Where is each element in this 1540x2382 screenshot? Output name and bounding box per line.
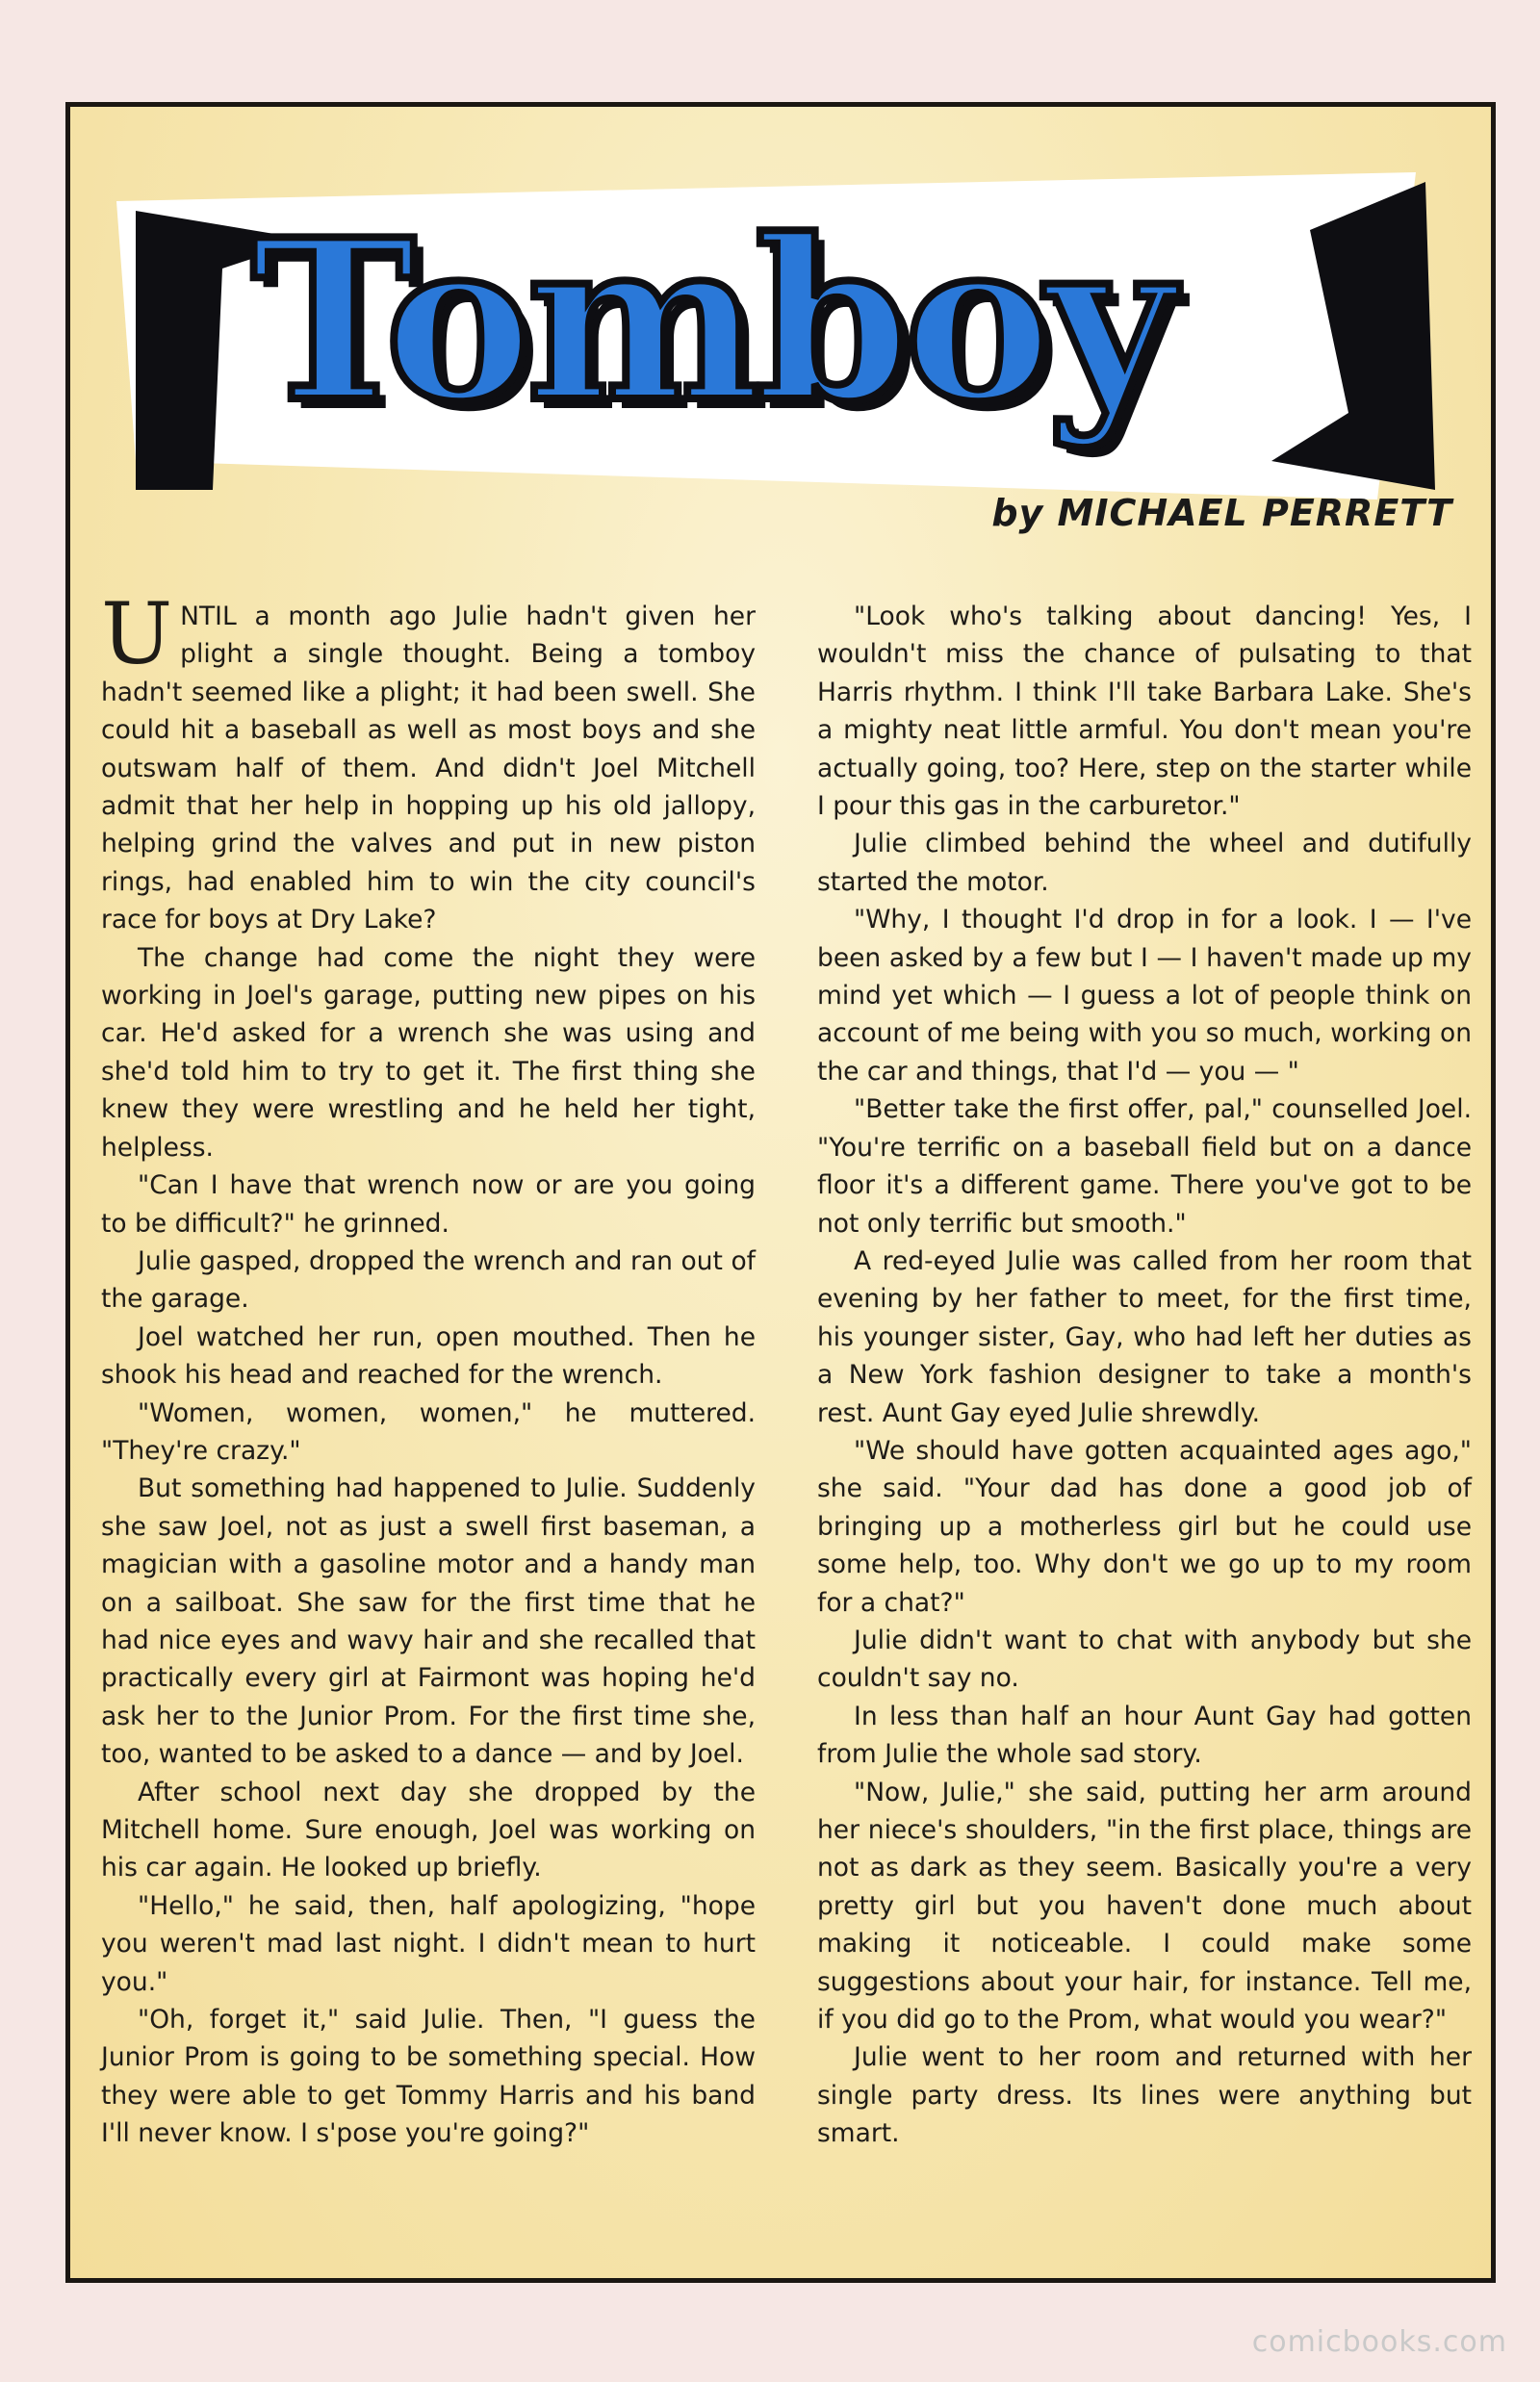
story-paragraph: "Why, I thought I'd drop in for a look. I — I've been asked by a few but I — I haven't made up my mind yet which — I guess a lot of people think on account of me being with you so much, working on the car and things, that I'd — you — " xyxy=(817,905,1472,1087)
story-paragraph: But something had happened to Julie. Suddenly she saw Joel, not as just a swell first baseman, a magician with a gasoline motor and a handy man on a sailboat. She saw for the first time that he had nice eyes and wavy hair and she recalled that practically every girl at Fairmont was hoping he'd ask her to the Junior Prom. For the first time she, too, wanted to be asked to a dance — and by Joel. xyxy=(101,1473,756,1770)
title-banner xyxy=(107,172,1445,528)
story-paragraph: "Can I have that wrench now or are you going to be difficult?" he grinned. xyxy=(101,1170,756,1239)
story-paragraph: The change had come the night they were working in Joel's garage, putting new pipes on his car. He'd asked for a wrench she was using and she'd told him to try to get it. The first thing she knew they were wrestling and he held her tight, helpless. xyxy=(101,942,756,1163)
story-title: Tomboy xyxy=(251,192,1169,451)
story-paragraph: Julie gasped, dropped the wrench and ran out of the garage. xyxy=(101,1245,756,1315)
text-column-left xyxy=(101,584,756,2292)
story-paragraph: "Oh, forget it," said Julie. Then, "I guess the Junior Prom is going to be something special. How they were able to get Tommy Harris and his band I'll never know. I s'pose you're going?" xyxy=(101,2005,756,2149)
story-paragraph: UNTIL a month ago Julie hadn't given her plight a single thought. Being a tomboy hadn't seemed like a plight; it had been swell. She could hit a baseball as well as most boys and she outswam half of them. And didn't Joel Mitchell admit that her help in hopping up his old jallopy, helping grind the valves and put in new piston rings, had enabled him to win the city council's race for boys at Dry Lake? xyxy=(101,584,756,935)
story-paragraph: Joel watched her run, open mouthed. Then he shook his head and reached for the wrench. xyxy=(101,1321,756,1391)
author-byline: by MICHAEL PERRETT xyxy=(991,492,1452,534)
story-body xyxy=(101,584,1472,2292)
drop-cap: U xyxy=(101,584,173,683)
text-column-right xyxy=(817,598,1472,2292)
story-paragraph: "Hello," he said, then, half apologizing, "hope you weren't mad last night. I didn't mean to hurt you." xyxy=(101,1890,756,1997)
story-paragraph: Julie didn't want to chat with anybody but she couldn't say no. xyxy=(817,1625,1472,1694)
story-paragraph: "Women, women, women," he muttered. "They're crazy." xyxy=(101,1397,756,1466)
story-paragraph: "Look who's talking about dancing! Yes, I wouldn't miss the chance of pulsating to that Harris rhythm. I think I'll take Barbara Lake. She's a mighty neat little armful. You don't mean you're actually going, too? Here, step on the starter while I pour this gas in the carburetor." xyxy=(817,602,1472,822)
story-paragraph: "Now, Julie," she said, putting her arm around her niece's shoulders, "in the first place, things are not as dark as they seem. Basically you're a very pretty girl but you haven't done much about making it noticeable. I could make some suggestions about your hair, for instance. Tell me, if you did go to the Prom, what would you wear?" xyxy=(817,1777,1472,2036)
story-paragraph: Julie went to her room and returned with her single party dress. Its lines were anything but smart. xyxy=(817,2042,1472,2149)
story-paragraph: A red-eyed Julie was called from her room that evening by her father to meet, for the first time, his younger sister, Gay, who had left her duties as a New York fashion designer to take a month's rest. Aunt Gay eyed Julie shrewdly. xyxy=(817,1245,1472,1428)
site-watermark: comicbooks.com xyxy=(1251,2325,1507,2359)
story-frame xyxy=(65,102,1496,2283)
story-paragraph: After school next day she dropped by the Mitchell home. Sure enough, Joel was working on his car again. He looked up briefly. xyxy=(101,1777,756,1883)
story-paragraph: In less than half an hour Aunt Gay had gotten from Julie the whole sad story. xyxy=(817,1701,1472,1770)
story-paragraph: "Better take the first offer, pal," counselled Joel. "You're terrific on a baseball field but on a dance floor it's a different game. There you've got to be not only terrific but smooth." xyxy=(817,1094,1472,1239)
story-paragraph: "We should have gotten acquainted ages ago," she said. "Your dad has done a good job of bringing up a motherless girl but he could use some help, too. Why don't we go up to my room for a chat?" xyxy=(817,1435,1472,1618)
story-paragraph: Julie climbed behind the wheel and dutifully started the motor. xyxy=(817,829,1472,897)
